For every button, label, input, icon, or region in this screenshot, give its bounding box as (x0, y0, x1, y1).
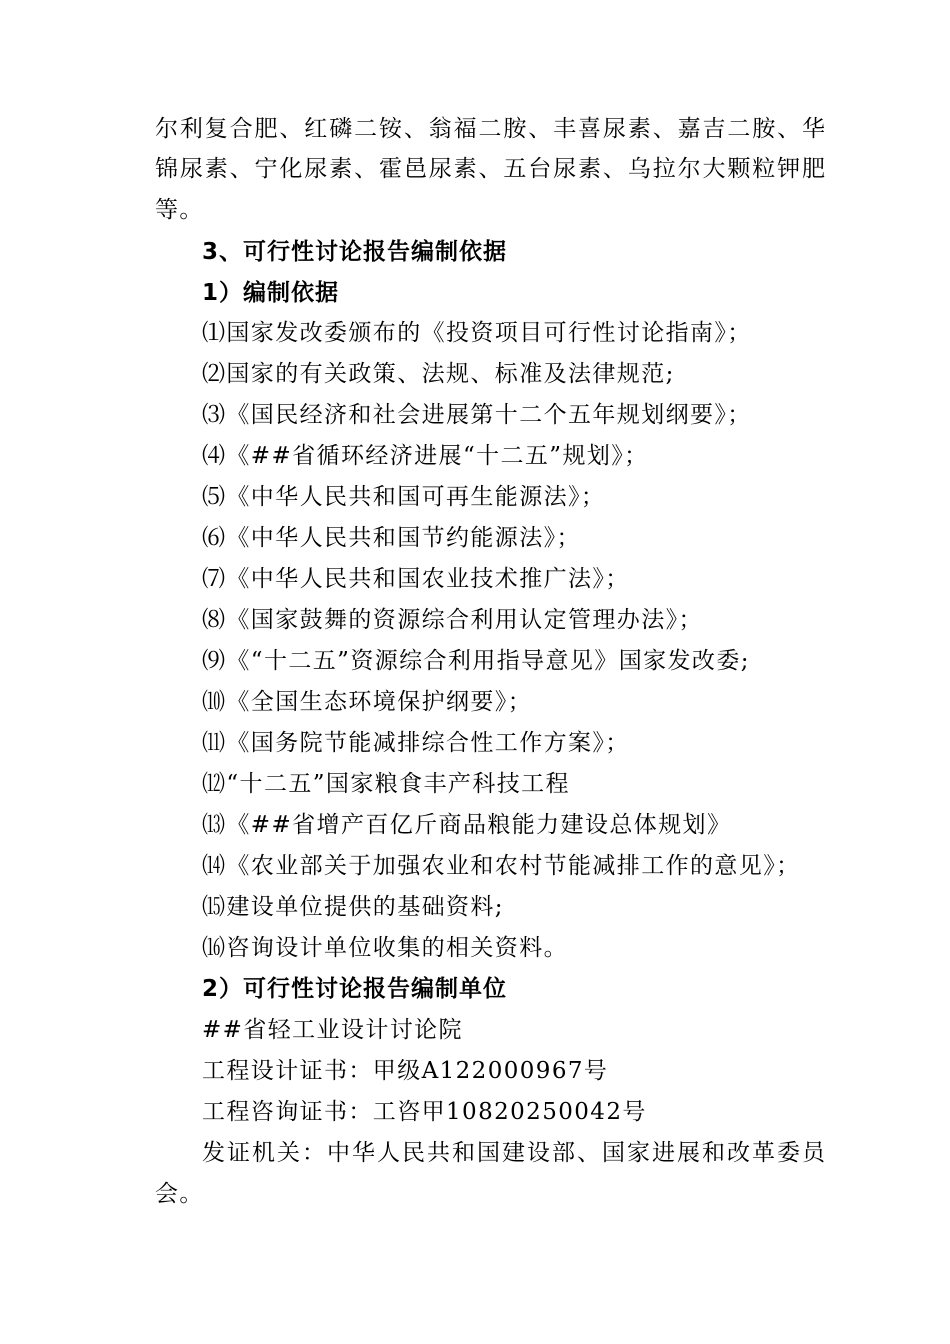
basis-item-6: ⑹《中华人民共和国节约能源法》； (202, 525, 581, 551)
basis-item-1: ⑴国家发改委颁布的《投资项目可行性讨论指南》； (202, 320, 752, 346)
subsection-heading-basis: 1）编制依据 (202, 280, 340, 306)
consult-certificate: 工程咨询证书：工咨甲10820250042号 (202, 1099, 647, 1125)
basis-item-10: ⑽《全国生态环境保护纲要》； (202, 689, 533, 715)
basis-item-11: ⑾《国务院节能减排综合性工作方案》； (202, 730, 630, 756)
unit-name: ##省轻工业设计讨论院 (202, 1017, 463, 1043)
basis-item-12: ⑿“十二五”国家粮食丰产科技工程 (202, 771, 570, 797)
basis-item-14: ⒁《农业部关于加强农业和农村节能减排工作的意见》； (202, 853, 801, 879)
intro-text-line-1: 尔利复合肥、红磷二铵、翁福二胺、丰喜尿素、嘉吉二胺、华 (155, 116, 825, 142)
basis-item-16: ⒃咨询设计单位收集的相关资料。 (202, 935, 568, 961)
basis-item-8: ⑻《国家鼓舞的资源综合利用认定管理办法》； (202, 607, 703, 633)
issuer-line-1: 发证机关：中华人民共和国建设部、国家进展和改革委员 (202, 1140, 825, 1166)
basis-item-7: ⑺《中华人民共和国农业技术推广法》； (202, 566, 630, 592)
basis-item-9: ⑼《“十二五”资源综合利用指导意见》国家发改委; (202, 648, 750, 674)
basis-item-2: ⑵国家的有关政策、法规、标准及法律规范; (202, 361, 675, 387)
basis-item-3: ⑶《国民经济和社会进展第十二个五年规划纲要》； (202, 402, 752, 428)
section-heading: 3、可行性讨论报告编制依据 (202, 239, 508, 265)
design-certificate: 工程设计证书：甲级A122000967号 (202, 1058, 609, 1084)
issuer-line-2: 会。 (155, 1181, 204, 1207)
intro-text-line-3: 等。 (155, 197, 204, 223)
basis-item-13: ⒀《##省增产百亿斤商品粮能力建设总体规划》 (202, 812, 732, 838)
basis-item-5: ⑸《中华人民共和国可再生能源法》； (202, 484, 606, 510)
subsection-heading-unit: 2）可行性讨论报告编制单位 (202, 976, 508, 1002)
basis-item-4: ⑷《##省循环经济进展“十二五”规划》； (202, 443, 649, 469)
basis-item-15: ⒂建设单位提供的基础资料; (202, 894, 504, 920)
intro-text-line-2: 锦尿素、宁化尿素、霍邑尿素、五台尿素、乌拉尔大颗粒钾肥 (155, 156, 825, 182)
